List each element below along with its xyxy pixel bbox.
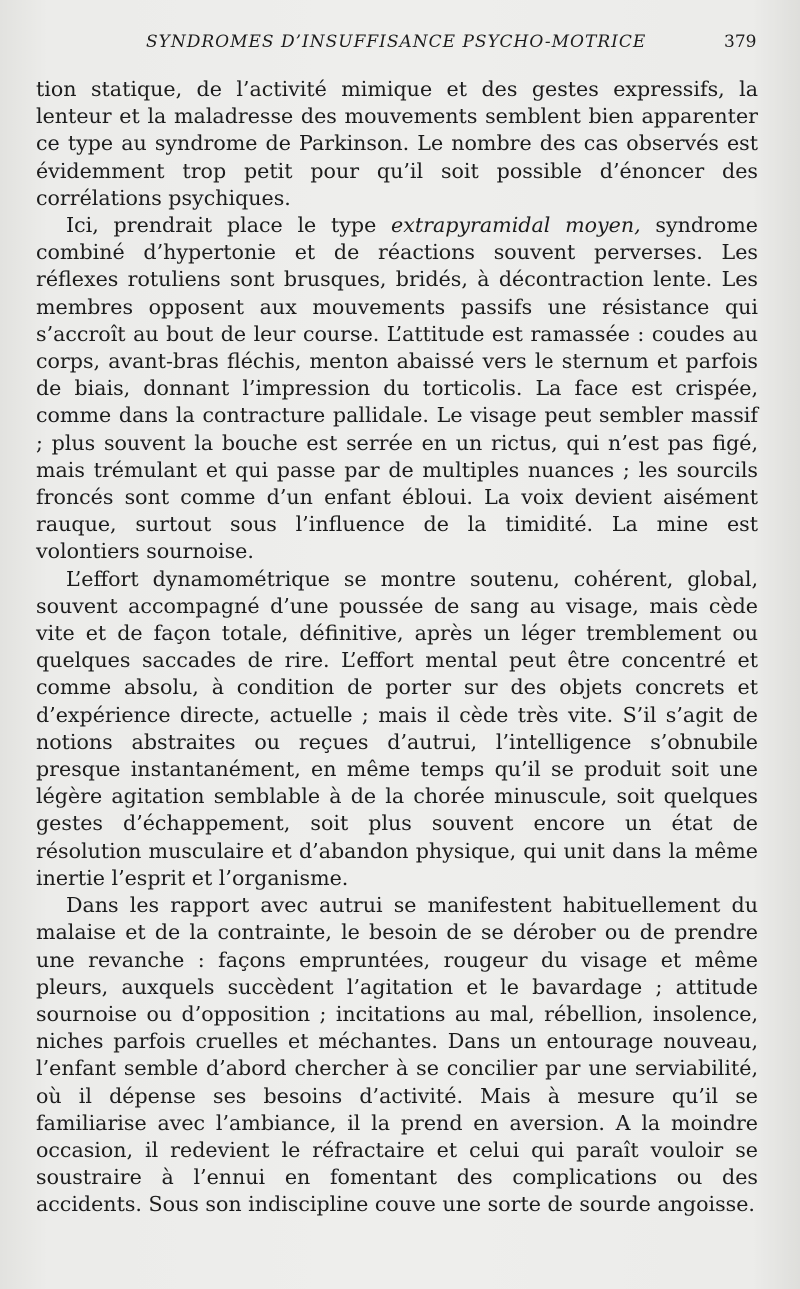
paragraph-effort <box>36 566 758 892</box>
text-body <box>36 76 758 1219</box>
paragraph-extrapyramidal-type <box>36 212 758 566</box>
paragraph-continuation <box>36 76 758 212</box>
paragraph-text: tion statique, de l’activité mimique et des gestes expressifs, la lenteur et la maladresse des mouvements semblent bien apparenter ce type au syndrome de Parkinson. Le nombre des cas observés est évidemment trop petit pour qu’il soit possible d’énoncer des corrélations psychiques. <box>36 77 758 210</box>
page-number: 379 <box>724 32 757 52</box>
paragraph-text: Ici, prendrait place le type <box>66 213 392 238</box>
paragraph-relations <box>36 892 758 1218</box>
paragraph-text: Dans les rapport avec autrui se manifestent habituellement du malaise et de la contrainte, le besoin de se dérober ou de prendre une revanche : façons empruntées, rougeur du visage et même pleurs, auxquels succèdent l’agitation et le bavardage ; attitude sournoise ou d’opposition ; incitations au mal, rébellion, insolence, niches parfois cruelles et méchantes. Dans un entourage nouveau, l’enfant semble d’abord chercher à se concilier par une serviabilité, où il dépense ses besoins d’activité. Mais à mesure qu’il se familiarise avec l’ambiance, il la prend en aversion. A la moindre occasion, il redevient le réfractaire et celui qui paraît vouloir se soustraire à l’ennui en fomentant des complications ou des accidents. Sous son indiscipline couve une sorte de sourde angoisse. <box>36 893 758 1217</box>
paragraph-text: L’effort dynamométrique se montre soutenu, cohérent, global, souvent accompagné d’une poussée de sang au visage, mais cède vite et de façon totale, définitive, après un léger tremblement ou quelques saccades de rire. L’effort mental peut être concentré et comme absolu, à condition de porter sur des objets concrets et d’expérience directe, actuelle ; mais il cède très vite. S’il s’agit de notions abstraites ou reçues d’autrui, l’intelligence s’obnubile presque instantanément, en même temps qu’il se produit soit une légère agitation semblable à de la chorée minuscule, soit quelques gestes d’échappement, soit plus souvent encore un état de résolution musculaire et d’abandon physique, qui unit dans la même inertie l’esprit et l’organisme. <box>36 566 758 890</box>
running-head <box>0 32 800 58</box>
paragraph-text: syndrome combiné d’hypertonie et de réactions souvent perverses. Les réflexes rotuliens sont brusques, bridés, à décontraction lente. Les membres opposent aux mouvements passifs une résistance qui s’accroît au bout de leur course. L’attitude est ramassée : coudes au corps, avant-bras fléchis, menton abaissé vers le sternum et parfois de biais, donnant l’impression du torticolis. La face est crispée, comme dans la contracture pallidale. Le visage peut sembler massif ; plus souvent la bouche est serrée en un rictus, qui n’est pas figé, mais trémulant et qui passe par de multiples nuances ; les sourcils froncés sont comme d’un enfant ébloui. La voix devient aisément rauque, surtout sous l’influence de la timidité. La mine est volontiers sournoise. <box>36 213 758 564</box>
emphasis-term: extrapyramidal moyen, <box>391 213 641 238</box>
running-title: SYNDROMES D’INSUFFISANCE PSYCHO-MOTRICE <box>146 32 647 52</box>
